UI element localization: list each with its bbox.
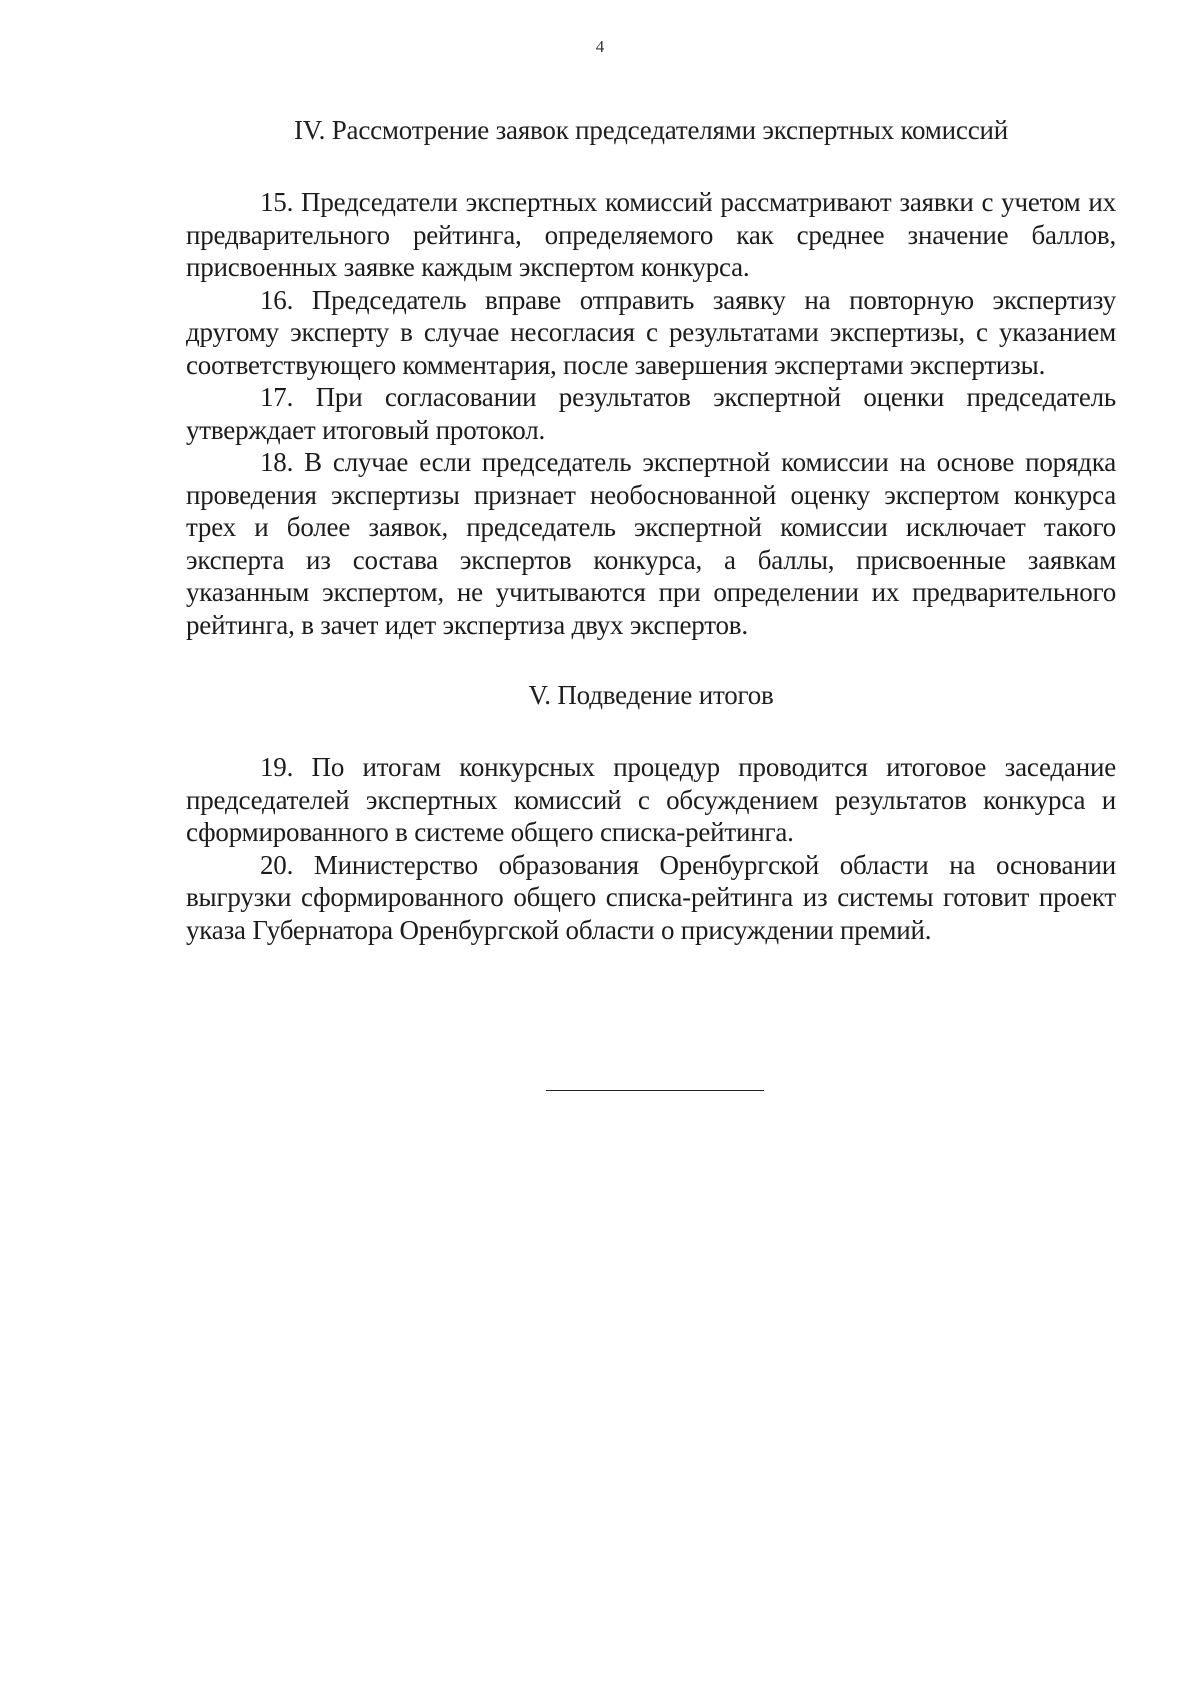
page-number: 4 [595,37,605,56]
end-of-document-rule [546,1090,764,1091]
document-body [186,112,1116,946]
paragraph-15: 15. Председатели экспертных комиссий рассматривают заявки с учетом их предварительного рейтинга, определяемого как среднее значение баллов, присвоенных заявке каждым экспертом конкурса. [186,187,1116,282]
paragraph-20: 20. Министерство образования Оренбургской области на основании выгрузки сформированного общего списка-рейтинга из системы готовит проект указа Губернатора Оренбургской области о присуждении премий. [186,849,1116,945]
paragraph-16: 16. Председатель вправе отправить заявку на повторную экспертизу другому эксперту в случае несогласия с результатами экспертизы, с указанием соответствующего комментария, после завершения экспертами экспертизы. [186,284,1116,380]
section-heading-iv: IV. Рассмотрение заявок председателями экспертных комиссий [294,115,1008,145]
section-heading-v: V. Подведение итогов [528,680,774,710]
paragraph-18: 18. В случае если председатель экспертной комиссии на основе порядка проведения экспертизы признает необоснованной оценку экспертом конкурса трех и более заявок, председатель экспертной комиссии исключает такого эксперта из состава экспертов конкурса, а баллы, присвоенные заявкам указанным экспертом, не учитываются при определении их предварительного рейтинга, в зачет идет экспертиза двух экспертов. [186,447,1116,640]
paragraph-17: 17. При согласовании результатов экспертной оценки председатель утверждает итоговый протокол. [186,382,1116,445]
paragraph-19: 19. По итогам конкурсных процедур проводится итоговое заседание председателей экспертных комиссий с обсуждением результатов конкурса и сформированного в системе общего списка-рейтинга. [186,752,1116,847]
